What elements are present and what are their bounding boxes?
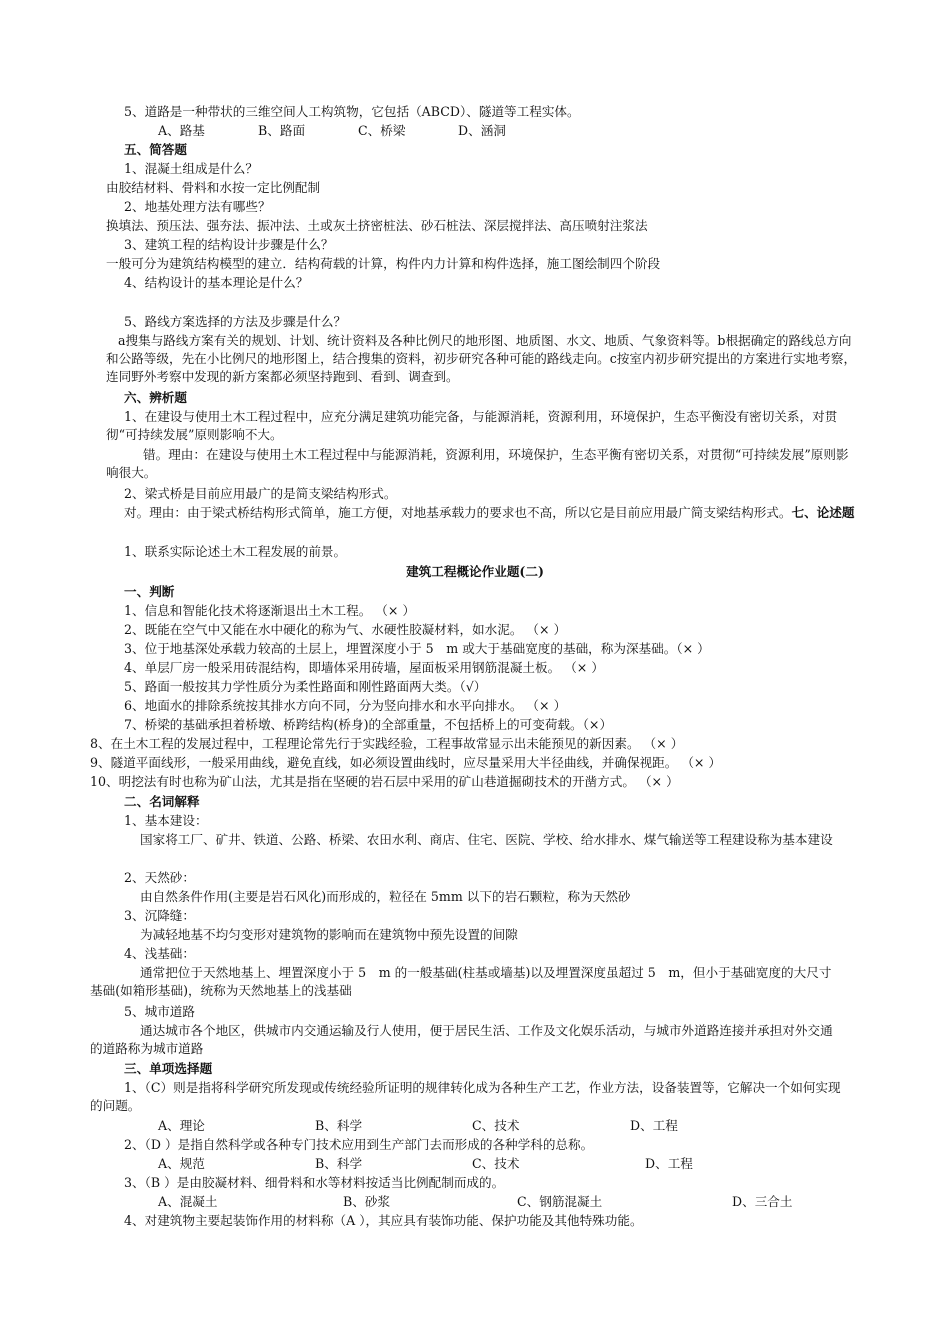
judgment-item-4: 4、单层厂房一般采用砖混结构，即墙体采用砖墙，屋面板采用钢筋混凝土板。 （× ）	[124, 660, 604, 675]
discrimination-1-question: 1、在建设与使用土木工程过程中，应充分满足建筑功能完备，与能源消耗，资源利用，环境保护，生态平衡没有密切关系，对贯彻“可持续发展”原则影响不大。	[106, 409, 838, 442]
short-answer-1-question: 1、混凝土组成是什么？	[124, 161, 258, 176]
short-answer-2-answer: 换填法、预压法、强夯法、振冲法、土或灰土挤密桩法、砂石桩法、深层搅拌法、高压喷射注浆法	[106, 218, 648, 233]
option-a: A、混凝土	[158, 1194, 218, 1209]
option-b: B、砂浆	[343, 1194, 391, 1209]
term-4-definition: 通常把位于天然地基上、埋置深度小于 5 m 的一般基础(柱基或墙基)以及埋置深度虽超过 5 m，但小于基础宽度的大尺寸基础(如箱形基础)，统称为天然地基上的浅基础	[90, 965, 832, 998]
discrimination-2-answer-text: 对。理由：由于梁式桥结构形式简单，施工方便，对地基承载力的要求也不高，所以它是目前应用最广简支梁结构形式。	[124, 505, 792, 520]
option-c: C、钢筋混凝土	[517, 1194, 603, 1209]
judgment-item-9: 9、隧道平面线形，一般采用曲线，避免直线，如必须设置曲线时，应尽量采用大半径曲线，并确保视距。 （× ）	[90, 755, 722, 770]
term-5: 5、城市道路	[124, 1004, 195, 1019]
option-d: D、三合土	[732, 1194, 793, 1209]
judgment-item-1: 1、信息和智能化技术将逐渐退出土木工程。 （× ）	[124, 603, 416, 618]
option-a: A、规范	[158, 1156, 205, 1171]
term-1-definition: 国家将工厂、矿井、铁道、公路、桥梁、农田水利、商店、住宅、医院、学校、给水排水、煤气输送等工程建设称为基本建设	[140, 832, 833, 847]
option-b: B、路面	[258, 123, 306, 138]
judgment-item-3: 3、位于地基深处承载力较高的土层上，埋置深度小于 5 m 或大于基础宽度的基础，称为深基础。（× ）	[124, 641, 710, 656]
section-title-short-answer: 五、简答题	[124, 142, 187, 157]
judgment-item-2: 2、既能在空气中又能在水中硬化的称为气、水硬性胶凝材料，如水泥。 （× ）	[124, 622, 567, 637]
term-3-definition: 为减轻地基不均匀变形对建筑物的影响而在建筑物中预先设置的间隙	[140, 927, 518, 942]
section-title-judgment: 一、判断	[124, 584, 175, 599]
option-c: C、技术	[472, 1156, 520, 1171]
option-c: C、桥梁	[358, 123, 406, 138]
choice-2-question: 2、（D ）是指自然科学或各种专门技术应用到生产部门去而形成的各种学科的总称。	[124, 1137, 594, 1152]
judgment-item-6: 6、地面水的排除系统按其排水方向不同，分为竖向排水和水平向排水。 （× ）	[124, 698, 567, 713]
short-answer-5-answer: a搜集与路线方案有关的规划、计划、统计资料及各种比例尺的地形图、地质图、水文、地质、气象资料等。b根据确定的路线总方向和公路等级，先在小比例尺的地形图上，结合搜集的资料，初步研究各种可能的路线走向。c按室内初步研究提出的方案进行实地考察，连同野外考察中发现的新方案都必须坚持跑到、看到、调查到。	[106, 333, 857, 384]
judgment-item-5: 5、路面一般按其力学性质分为柔性路面和刚性路面两大类。（√）	[124, 679, 487, 694]
choice-4-question: 4、对建筑物主要起装饰作用的材料称（A ），其应具有装饰功能、保护功能及其他特殊功能。	[124, 1213, 643, 1228]
choice-3-question: 3、（B ）是由胶凝材料、细骨料和水等材料按适当比例配制而成的。	[124, 1175, 505, 1190]
choice-1-question: 1、（C）则是指将科学研究所发现或传统经验所证明的规律转化成为各种生产工艺，作业方法，设备装置等，它解决一个如何实现的问题。	[90, 1080, 841, 1113]
term-2: 2、天然砂：	[124, 870, 195, 885]
term-3: 3、沉降缝：	[124, 908, 195, 923]
judgment-item-8: 8、在土木工程的发展过程中，工程理论常先行于实践经验，工程事故常显示出未能预见的新因素。 （× ）	[90, 736, 684, 751]
section-title-discrimination: 六、辨析题	[124, 390, 187, 405]
short-answer-1-answer: 由胶结材料、骨料和水按一定比例配制	[106, 180, 321, 195]
section-title-essay: 七、论述题	[791, 505, 855, 520]
term-4: 4、浅基础：	[124, 946, 195, 961]
page-title: 建筑工程概论作业题(二)	[406, 564, 544, 579]
option-a: A、路基	[158, 123, 205, 138]
section-title-single-choice: 三、单项选择题	[124, 1061, 213, 1076]
section-title-terms: 二、名词解释	[124, 794, 200, 809]
term-5-definition: 通达城市各个地区，供城市内交通运输及行人使用，便于居民生活、工作及文化娱乐活动，与城市外道路连接并承担对外交通的道路称为城市道路	[90, 1023, 833, 1056]
discrimination-2-question: 2、梁式桥是目前应用最广的是简支梁结构形式。	[124, 486, 397, 501]
term-2-definition: 由自然条件作用(主要是岩石风化)而形成的，粒径在 5mm 以下的岩石颗粒，称为天然砂	[140, 889, 631, 904]
judgment-item-10: 10、明挖法有时也称为矿山法，尤其是指在坚硬的岩石层中采用的矿山巷道掘砌技术的开凿方式。 （× ）	[90, 774, 679, 789]
option-d: D、工程	[645, 1156, 693, 1171]
discrimination-1-answer: 错。理由：在建设与使用土木工程过程中与能源消耗，资源利用，环境保护，生态平衡有密切关系，对贯彻“可持续发展”原则影响很大。	[106, 447, 849, 480]
judgment-item-7: 7、桥梁的基础承担着桥墩、桥跨结构(桥身)的全部重量，不包括桥上的可变荷载。（×）	[124, 717, 613, 732]
term-1: 1、基本建设：	[124, 813, 208, 828]
option-a: A、理论	[158, 1118, 205, 1133]
option-b: B、科学	[315, 1156, 363, 1171]
short-answer-5-question: 5、路线方案选择的方法及步骤是什么？	[124, 314, 347, 329]
option-c: C、技术	[472, 1118, 520, 1133]
short-answer-4-question: 4、结构设计的基本理论是什么？	[124, 275, 309, 290]
essay-1-question: 1、联系实际论述土木工程发展的前景。	[124, 544, 347, 559]
question-5: 5、道路是一种带状的三维空间人工构筑物，它包括（ABCD）、隧道等工程实体。	[124, 104, 580, 119]
discrimination-2-answer	[106, 504, 858, 522]
option-d: D、涵洞	[458, 123, 506, 138]
option-b: B、科学	[315, 1118, 363, 1133]
short-answer-2-question: 2、地基处理方法有哪些？	[124, 199, 271, 214]
option-d: D、工程	[630, 1118, 678, 1133]
short-answer-3-answer: 一般可分为建筑结构模型的建立．结构荷载的计算，构件内力计算和构件选择，施工图绘制四个阶段	[106, 256, 661, 271]
short-answer-3-question: 3、建筑工程的结构设计步骤是什么？	[124, 237, 334, 252]
